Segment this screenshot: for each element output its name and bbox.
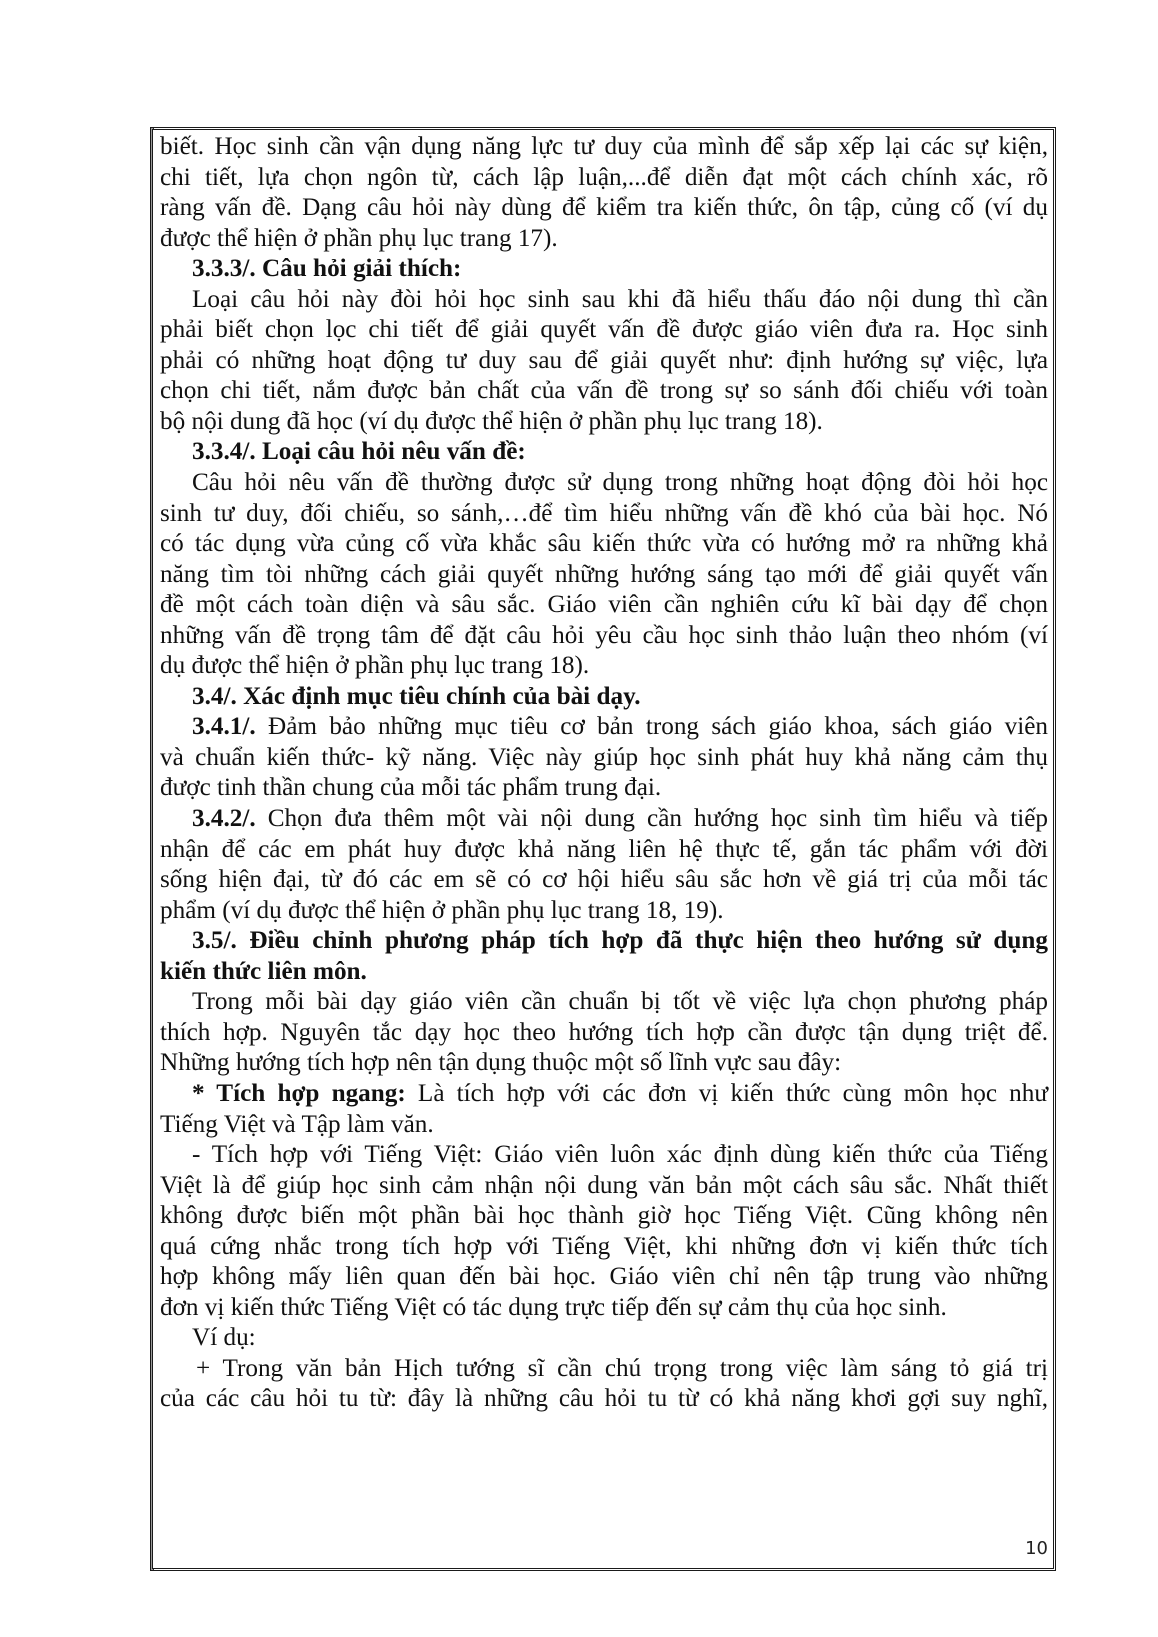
text-line: nhận để các em phát huy được khả năng liên hệ thực tế, gắn tác phẩm với đời: [160, 835, 1048, 863]
text-line: phải biết chọn lọc chi tiết để giải quyết vấn đề được giáo viên đưa ra. Học sinh: [160, 316, 1048, 344]
text-line: chi tiết, lựa chọn ngôn từ, cách lập luận,...để diễn đạt một cách chính xác, rõ: [160, 163, 1048, 191]
text-line: có tác dụng vừa củng cố vừa khắc sâu kiến thức vừa có hướng mở ra những khả: [160, 530, 1048, 558]
text-line: Ví dụ:: [192, 1324, 256, 1352]
text-line: - Tích hợp với Tiếng Việt: Giáo viên luôn xác định dùng kiến thức của Tiếng: [192, 1141, 1048, 1169]
text-line: Câu hỏi nêu vấn đề thường được sử dụng trong những hoạt động đòi hỏi học: [192, 469, 1048, 497]
text-line: và chuẩn kiến thức- kỹ năng. Việc này giúp học sinh phát huy khả năng cảm thụ: [160, 743, 1048, 771]
text-line: không được biến một phần bài học thành giờ học Tiếng Việt. Cũng không nên: [160, 1202, 1048, 1230]
text-line: ràng vấn đề. Dạng câu hỏi này dùng để kiểm tra kiến thức, ôn tập, củng cố (ví dụ: [160, 194, 1048, 222]
text-line: được tinh thần chung của mỗi tác phẩm trung đại.: [160, 774, 662, 802]
text-line: [160, 712, 1048, 743]
section-heading: 3.4/. Xác định mục tiêu chính của bài dạy.: [192, 682, 641, 710]
line-text: Chọn đưa thêm một vài nội dung cần hướng học sinh tìm hiểu và tiếp: [255, 805, 1048, 833]
text-line: [160, 1079, 1048, 1110]
text-line: Trong mỗi bài dạy giáo viên cần chuẩn bị tốt về việc lựa chọn phương pháp: [192, 988, 1048, 1016]
text-line: Việt là để giúp học sinh cảm nhận nội dung văn bản một cách sâu sắc. Nhất thiết: [160, 1171, 1048, 1199]
subsection-label: 3.4.2/.: [192, 805, 256, 833]
page-number: 10: [1025, 1538, 1048, 1559]
text-line: của các câu hỏi tu từ: đây là những câu hỏi tu từ có khả năng khơi gợi suy nghĩ,: [160, 1385, 1048, 1413]
text-line: quá cứng nhắc trong tích hợp với Tiếng Việt, khi những đơn vị kiến thức tích: [160, 1232, 1048, 1260]
text-line: + Trong văn bản Hịch tướng sĩ cần chú trọng trong việc làm sáng tỏ giá trị: [196, 1354, 1048, 1382]
text-line: sinh tư duy, đối chiếu, so sánh,…để tìm hiểu những vấn đề khó của bài học. Nó: [160, 499, 1048, 527]
text-line: dụ được thể hiện ở phần phụ lục trang 18).: [160, 652, 590, 680]
text-line: [160, 804, 1048, 835]
text-line: bộ nội dung đã học (ví dụ được thể hiện ở phần phụ lục trang 18).: [160, 407, 823, 435]
subsection-label: * Tích hợp ngang:: [192, 1079, 406, 1107]
section-heading: 3.5/. Điều chỉnh phương pháp tích hợp đã thực hiện theo hướng sử dụng: [192, 927, 1048, 955]
text-line: biết. Học sinh cần vận dụng năng lực tư duy của mình để sắp xếp lại các sự kiện,: [160, 133, 1048, 160]
line-text: Là tích hợp với các đơn vị kiến thức cùng môn học như: [405, 1079, 1048, 1107]
section-heading: 3.3.3/. Câu hỏi giải thích:: [192, 255, 462, 283]
text-line: Những hướng tích hợp nên tận dụng thuộc một số lĩnh vực sau đây:: [160, 1049, 842, 1077]
subsection-label: 3.4.1/.: [192, 713, 256, 741]
text-line: những vấn đề trọng tâm để đặt câu hỏi yêu cầu học sinh thảo luận theo nhóm (ví: [160, 621, 1048, 649]
line-text: Đảm bảo những mục tiêu cơ bản trong sách giáo khoa, sách giáo viên: [255, 713, 1048, 741]
section-heading-continued: kiến thức liên môn.: [160, 957, 367, 985]
text-line: được thể hiện ở phần phụ lục trang 17).: [160, 224, 558, 252]
text-line: Loại câu hỏi này đòi hỏi học sinh sau khi đã hiểu thấu đáo nội dung thì cần: [192, 285, 1048, 313]
text-line: đơn vị kiến thức Tiếng Việt có tác dụng trực tiếp đến sự cảm thụ của học sinh.: [160, 1293, 947, 1321]
text-line: thích hợp. Nguyên tắc dạy học theo hướng tích hợp cần được tận dụng triệt để.: [160, 1018, 1048, 1046]
text-line: đề một cách toàn diện và sâu sắc. Giáo viên cần nghiên cứu kĩ bài dạy để chọn: [160, 591, 1048, 619]
text-line: Tiếng Việt và Tập làm văn.: [160, 1110, 434, 1138]
text-line: chọn chi tiết, nắm được bản chất của vấn đề trong sự so sánh đối chiếu với toàn: [160, 377, 1048, 405]
section-heading: 3.3.4/. Loại câu hỏi nêu vấn đề:: [192, 438, 526, 466]
text-line: năng tìm tòi những cách giải quyết những hướng sáng tạo mới để giải quyết vấn: [160, 560, 1048, 588]
text-line: hợp không mấy liên quan đến bài học. Giáo viên chỉ nên tập trung vào những: [160, 1263, 1048, 1291]
text-line: sống hiện đại, từ đó các em sẽ có cơ hội hiểu sâu sắc hơn về giá trị của mỗi tác: [160, 866, 1048, 894]
text-line: phải có những hoạt động tư duy sau để giải quyết như: định hướng sự việc, lựa: [160, 346, 1048, 374]
text-line: phẩm (ví dụ được thể hiện ở phần phụ lục trang 18, 19).: [160, 896, 724, 924]
document-body: [160, 132, 1048, 1415]
